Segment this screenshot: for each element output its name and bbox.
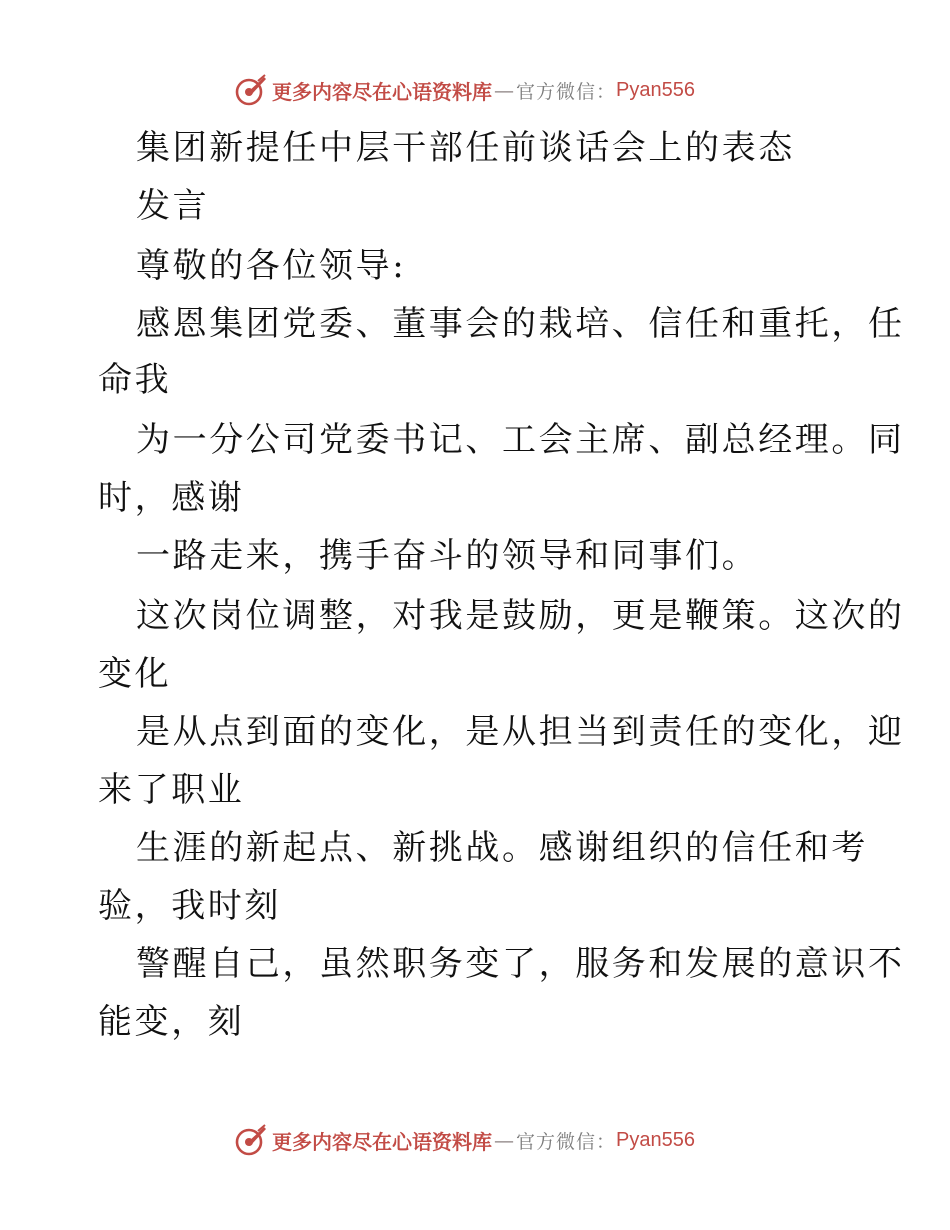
watermark-title: 更多内容尽在心语资料库	[272, 79, 492, 104]
watermark-wechat-label: 官方微信：	[516, 80, 617, 103]
watermark-wechat-label: 官方微信：	[516, 1130, 617, 1153]
salutation: 尊敬的各位领导:	[136, 246, 407, 286]
watermark-dash: —	[494, 78, 514, 102]
header-watermark	[234, 72, 695, 108]
text-line: 感恩集团党委、董事会的栽培、信任和重托，任	[136, 304, 905, 344]
text-line: 生涯的新起点、新挑战。感谢组织的信任和考	[136, 828, 868, 868]
watermark-wechat-id: Pyan556	[616, 78, 695, 101]
text-line: 变化	[98, 654, 172, 694]
text-line: 这次岗位调整，对我是鼓励，更是鞭策。这次的	[136, 596, 905, 636]
text-line: 验，我时刻	[98, 886, 281, 926]
quill-logo-icon	[234, 73, 268, 107]
watermark-wechat-id: Pyan556	[616, 1128, 695, 1151]
text-line: 是从点到面的变化，是从担当到责任的变化，迎	[136, 712, 905, 752]
document-title: 集团新提任中层干部任前谈话会上的表态	[136, 128, 795, 168]
text-line: 为一分公司党委书记、工会主席、副总经理。同	[136, 420, 905, 460]
text-line: 时，感谢	[98, 478, 245, 518]
text-line: 一路走来，携手奋斗的领导和同事们。	[136, 536, 759, 576]
quill-logo-icon	[234, 1123, 268, 1157]
text-line: 能变，刻	[98, 1002, 245, 1042]
watermark-dash: —	[494, 1128, 514, 1152]
text-line: 警醒自己，虽然职务变了，服务和发展的意识不	[136, 944, 905, 984]
footer-watermark	[234, 1122, 695, 1158]
watermark-title: 更多内容尽在心语资料库	[272, 1129, 492, 1154]
text-line: 命我	[98, 360, 172, 400]
document-title-continued: 发言	[136, 186, 210, 226]
text-line: 来了职业	[98, 770, 245, 810]
